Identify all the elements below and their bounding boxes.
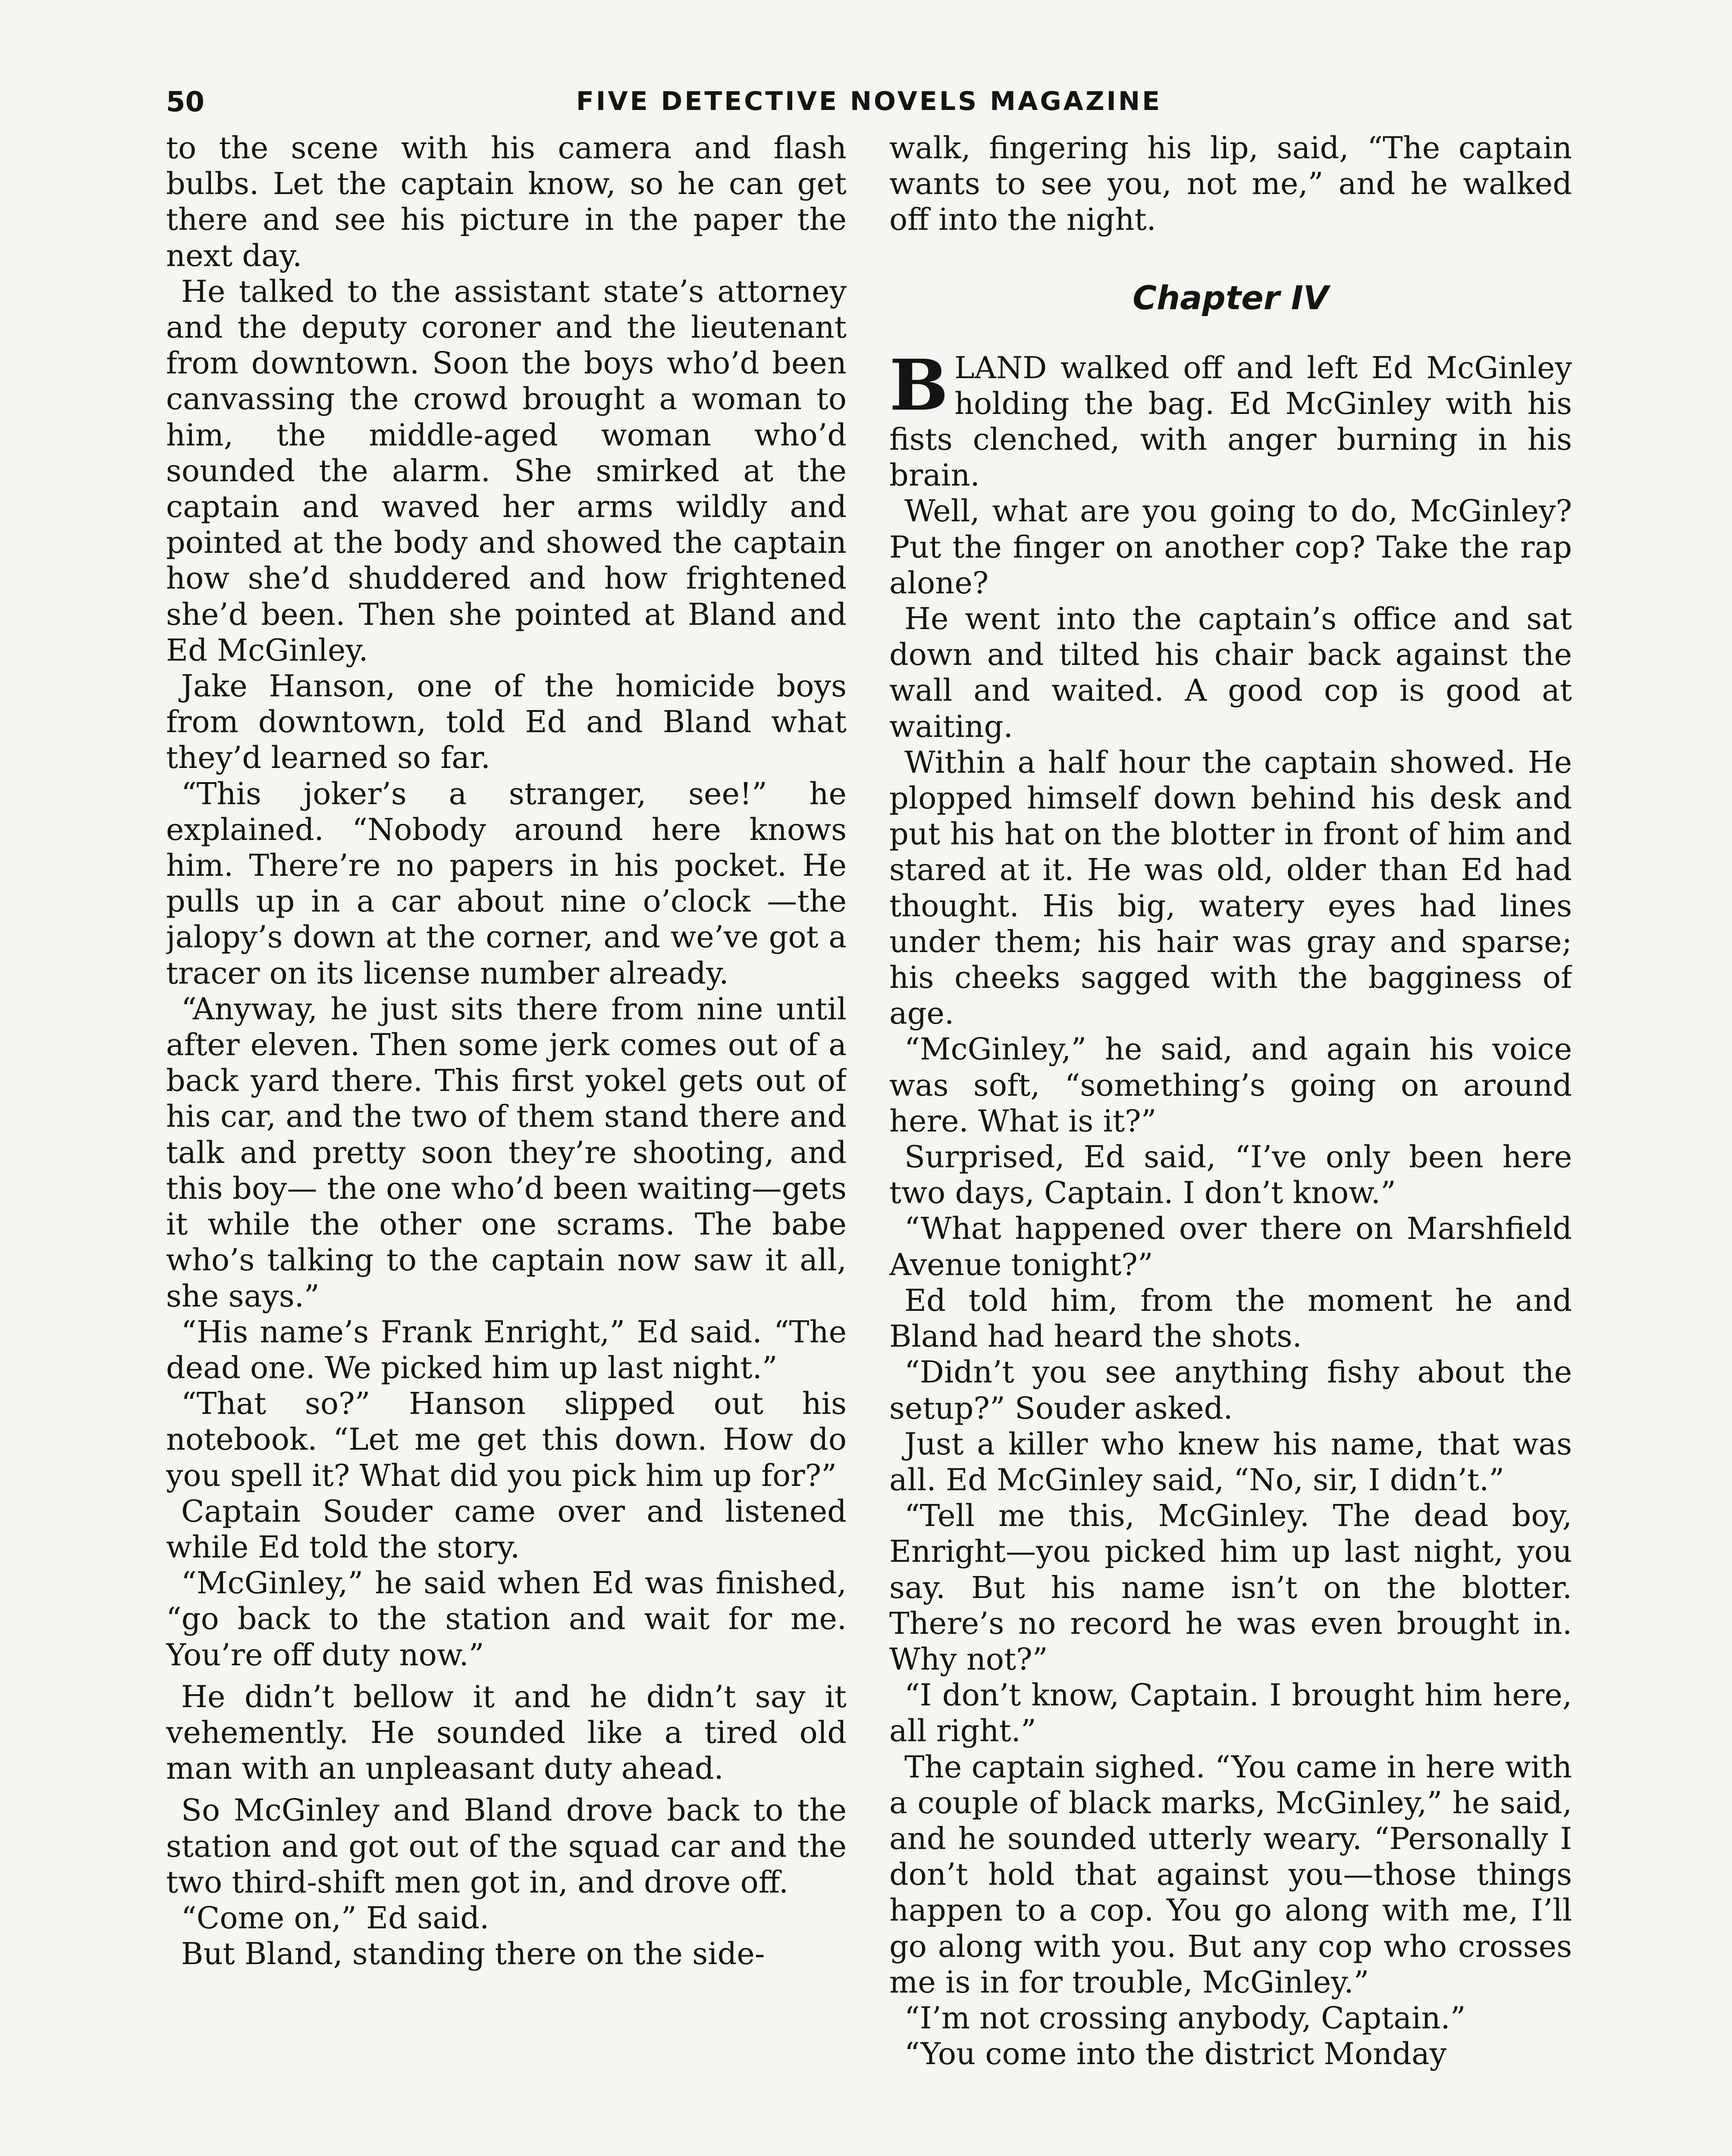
paragraph: He didn’t bellow it and he didn’t say it vehemently. He sounded like a tired old man with an unpleasant duty ahead. (166, 1679, 847, 1786)
paragraph: The captain sighed. “You came in here with a couple of black marks, McGinley,” he said, and he sounded utterly weary. “Personally I don’t hold that against you—those things happen to a cop. You go along with me, I’ll go along with you. But any cop who crosses me is in for trouble, McGinley.” (889, 1749, 1572, 2000)
paragraph: “His name’s Frank Enright,” Ed said. “The dead one. We picked him up last night.” (166, 1314, 847, 1385)
chapter-heading: Chapter IV (1133, 278, 1329, 317)
page-header (166, 86, 1572, 125)
right-column (889, 130, 1572, 2156)
paragraph: “I don’t know, Captain. I brought him here, all right.” (889, 1677, 1572, 1749)
paragraph: Well, what are you going to do, McGinley? Put the finger on another cop? Take the rap alone? (889, 493, 1572, 601)
paragraph: “What happened over there on Marshfield Avenue tonight?” (889, 1211, 1572, 1282)
paragraph: Jake Hanson, one of the homicide boys from downtown, told Ed and Bland what they’d learned so far. (166, 668, 847, 776)
paragraph: “You come into the district Monday (904, 2036, 1447, 2072)
paragraph: “Anyway, he just sits there from nine until after eleven. Then some jerk comes out of a back yard there. This first yokel gets out of his car, and the two of them stand there and talk and pretty soon they’re shooting, and this boy— the one who’d been waiting—gets it while the other one scrams. The babe who’s talking to the captain now saw it all, she says.” (166, 991, 847, 1314)
paragraph: “This joker’s a stranger, see!” he explained. “Nobody around here knows him. There’re no papers in his pocket. He pulls up in a car about nine o’clock —the jalopy’s down at the corner, and we’ve got a tracer on its license number already. (166, 776, 847, 991)
drop-cap: B (889, 344, 948, 426)
paragraph: Surprised, Ed said, “I’ve only been here two days, Captain. I don’t know.” (889, 1139, 1572, 1211)
left-column (166, 130, 847, 2156)
paragraph: “Tell me this, McGinley. The dead boy, Enright—you picked him up last night, you say. But his name isn’t on the blotter. There’s no record he was even brought in. Why not?” (889, 1498, 1572, 1677)
paragraph: He talked to the assistant state’s attorney and the deputy coroner and the lieutenant from downtown. Soon the boys who’d been canvassing the crowd brought a woman to him, the middle-aged woman who’d sounded the alarm. She smirked at the captain and waved her arms wildly and pointed at the body and showed the captain how she’d shuddered and how frightened she’d been. Then she pointed at Bland and Ed McGinley. (166, 273, 847, 668)
paragraph: Captain Souder came over and listened while Ed told the story. (166, 1493, 847, 1565)
paragraph: So McGinley and Bland drove back to the station and got out of the squad car and the two third-shift men got in, and drove off. (166, 1792, 847, 1900)
paragraph: “McGinley,” he said, and again his voice was soft, “something’s going on around here. What is it?” (889, 1031, 1572, 1139)
paragraph: walk, fingering his lip, said, “The captain wants to see you, not me,” and he walked off into the night. (889, 130, 1572, 238)
paragraph: “Didn’t you see anything fishy about the setup?” Souder asked. (889, 1354, 1572, 1426)
page-number: 50 (166, 86, 205, 118)
paragraph: “I’m not crossing anybody, Captain.” (904, 2000, 1466, 2036)
opening-paragraph (889, 344, 1572, 494)
paragraph: But Bland, standing there on the side- (181, 1936, 765, 1972)
paragraph: Within a half hour the captain showed. He plopped himself down behind his desk and put his hat on the blotter in front of him and stared at it. He was old, older than Ed had thought. His big, watery eyes had lines under them; his hair was gray and sparse; his cheeks sagged with the bagginess of age. (889, 744, 1572, 1031)
paragraph: “That so?” Hanson slipped out his notebook. “Let me get this down. How do you spell it? What did you pick him up for?” (166, 1386, 847, 1493)
magazine-title: FIVE DETECTIVE NOVELS MAGAZINE (576, 86, 1162, 116)
paragraph: “Come on,” Ed said. (181, 1900, 489, 1936)
paragraph: Ed told him, from the moment he and Bland had heard the shots. (889, 1282, 1572, 1354)
paragraph: He went into the captain’s office and sat down and tilted his chair back against the wall and waited. A good cop is good at waiting. (889, 601, 1572, 744)
paragraph: Just a killer who knew his name, that was all. Ed McGinley said, “No, sir, I didn’t.” (889, 1426, 1572, 1498)
paragraph: “McGinley,” he said when Ed was finished, “go back to the station and wait for me. You’re off duty now.” (166, 1565, 847, 1673)
opening-text: LAND walked off and left Ed McGinley holding the bag. Ed McGinley with his fists clenched, with anger burning in his brain. (889, 350, 1572, 493)
paragraph: to the scene with his camera and flash bulbs. Let the captain know, so he can get there and see his picture in the paper the next day. (166, 130, 847, 273)
